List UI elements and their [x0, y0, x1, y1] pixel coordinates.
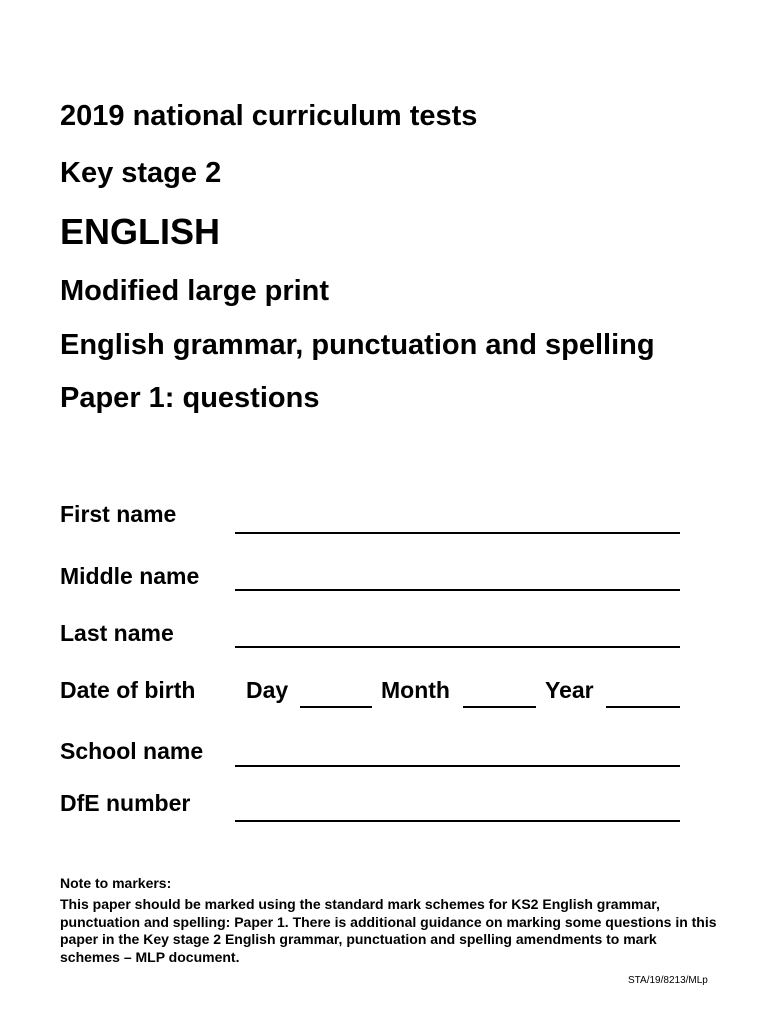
paper-number: Paper 1: questions [60, 382, 320, 414]
last-name-field[interactable] [235, 646, 680, 648]
first-name-label: First name [60, 501, 177, 527]
month-field[interactable] [463, 706, 536, 708]
middle-name-field[interactable] [235, 589, 680, 591]
middle-name-label: Middle name [60, 563, 200, 589]
month-label: Month [381, 677, 450, 703]
year-label: Year [545, 677, 594, 703]
key-stage: Key stage 2 [60, 157, 222, 189]
day-label: Day [246, 677, 289, 703]
format-label: Modified large print [60, 275, 330, 307]
last-name-label: Last name [60, 620, 174, 646]
note-to-markers-title: Note to markers: [60, 875, 172, 891]
school-name-field[interactable] [235, 765, 680, 767]
school-name-label: School name [60, 738, 204, 764]
day-field[interactable] [300, 706, 372, 708]
paper-title: English grammar, punctuation and spelling [60, 329, 655, 361]
note-to-markers-body: This paper should be marked using the standard mark schemes for KS2 English grammar, punctuation and spelling: Paper 1. There is additional guidance on marking some questions in this paper in the Key stage 2 English grammar, punctuation and spelling amendments to mark schemes – MLP document. [60, 896, 717, 965]
first-name-field[interactable] [235, 532, 680, 534]
year-field[interactable] [606, 706, 680, 708]
subject-title: ENGLISH [60, 211, 221, 252]
date-of-birth-label: Date of birth [60, 677, 196, 703]
test-title: 2019 national curriculum tests [60, 100, 478, 132]
dfe-number-field[interactable] [235, 820, 680, 822]
dfe-number-label: DfE number [60, 790, 191, 816]
document-reference: STA/19/8213/MLp [628, 975, 708, 986]
